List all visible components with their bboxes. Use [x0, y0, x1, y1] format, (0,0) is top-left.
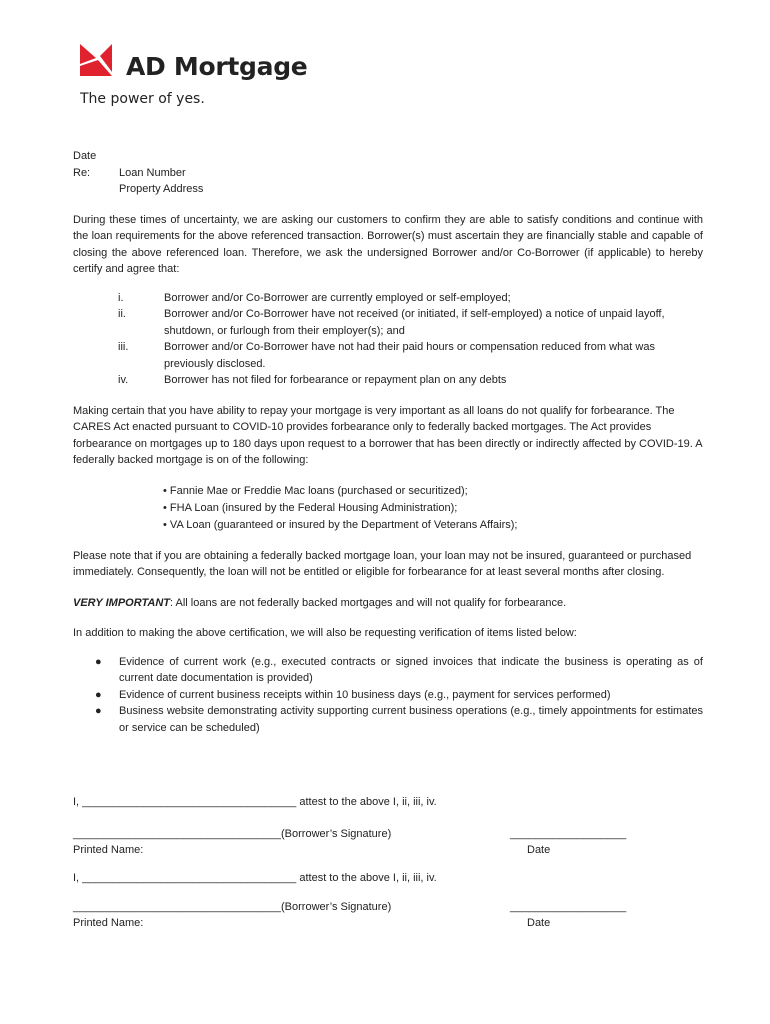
- list-item-text: Borrower and/or Co-Borrower are currently employed or self-employed;: [164, 291, 511, 304]
- list-item-text: Evidence of current work (e.g., executed contracts or signed invoices that indicate the business is operating as of current date documentation is provided): [119, 655, 703, 684]
- list-item: • FHA Loan (insured by the Federal Housing Administration);: [163, 500, 703, 517]
- borrower-signature-field[interactable]: __________________________________(Borrower’s Signature): [73, 901, 392, 913]
- certification-list: [73, 290, 703, 389]
- date-label: Date: [73, 150, 97, 162]
- loan-number-label: Loan Number: [119, 166, 186, 179]
- verification-intro: In addition to making the above certification, we will also be requesting verification of items listed below:: [73, 627, 577, 639]
- bullet-icon: ●: [95, 688, 102, 701]
- list-item: [73, 372, 703, 389]
- printed-name-label: Printed Name:: [73, 917, 144, 929]
- list-item: [73, 703, 703, 736]
- letter-body: [73, 148, 703, 750]
- very-important-paragraph: [73, 595, 703, 612]
- list-item: • VA Loan (guaranteed or insured by the Department of Veterans Affairs);: [163, 517, 703, 534]
- intro-paragraph: During these times of uncertainty, we are asking our customers to confirm they are able to satisfy conditions and continue with the loan requirements for the above referenced transaction. Borrower(s) must ascertain they are financially stable and capable of closing the above referenced loan. Therefore, we ask the undersigned Borrower and/or Co-Borrower (if applicable) to hereby certify and agree that:: [73, 213, 703, 275]
- list-item-text: Borrower has not filed for forbearance or repayment plan on any debts: [164, 374, 507, 386]
- printed-name-row: [73, 842, 703, 858]
- list-item-text: Evidence of current business receipts within 10 business days (e.g., payment for services performed): [119, 688, 611, 701]
- list-item: • Fannie Mae or Freddie Mac loans (purchased or securitized);: [163, 483, 703, 500]
- property-address-label: Property Address: [119, 183, 204, 195]
- list-item-text: Borrower and/or Co-Borrower have not had their paid hours or compensation reduced from what was previously disclosed.: [164, 341, 655, 370]
- very-important-label: VERY IMPORTANT: [73, 596, 170, 609]
- signature-block-1: [73, 794, 703, 858]
- verification-list: [73, 654, 703, 737]
- list-item: [73, 290, 703, 307]
- signature-line-row: [73, 899, 703, 915]
- signature-line-row: [73, 826, 703, 842]
- bullet-icon: ●: [95, 705, 102, 717]
- printed-name-row: [73, 915, 703, 931]
- list-item-text: Business website demonstrating activity supporting current business operations (e.g., timely appointments for estimates or service can be scheduled): [119, 705, 703, 734]
- list-item: [73, 687, 703, 704]
- very-important-text: : All loans are not federally backed mortgages and will not qualify for forbearance.: [169, 596, 567, 609]
- attest-line[interactable]: I, ___________________________________ attest to the above I, ii, iii, iv.: [73, 796, 437, 808]
- attest-line[interactable]: I, ___________________________________ attest to the above I, ii, iii, iv.: [73, 872, 437, 884]
- list-item: [73, 306, 703, 339]
- list-item-number: iv.: [118, 374, 129, 386]
- date-field[interactable]: ___________________: [510, 828, 627, 840]
- date-field[interactable]: ___________________: [510, 901, 627, 913]
- cares-act-paragraph: Making certain that you have ability to repay your mortgage is very important as all loans do not qualify for forbearance. The CARES Act enacted pursuant to COVID-10 provides forbearance only to federally backed mortgages. The Act provides forbearance on mortgages up to 180 days upon request to a borrower that has been directly or indirectly affected by COVID-19. A federally backed mortgage is on of the following:: [73, 404, 702, 466]
- re-label: Re:: [73, 166, 91, 179]
- list-item-number: i.: [118, 291, 124, 304]
- list-item: [73, 339, 703, 372]
- printed-name-label: Printed Name:: [73, 844, 144, 856]
- backed-mortgage-types-list: [163, 483, 703, 534]
- list-item-number: iii.: [118, 341, 129, 353]
- brand-name: AD Mortgage: [126, 52, 308, 81]
- list-item-number: ii.: [118, 308, 126, 320]
- signature-block-2: [73, 870, 703, 931]
- date-caption: Date: [527, 917, 551, 929]
- list-item-text: Borrower and/or Co-Borrower have not received (or initiated, if self-employed) a notice of unpaid layoff, shutdown, or furlough from their employer(s); and: [164, 308, 665, 337]
- ad-mortgage-logo-icon: [80, 44, 112, 76]
- re-block: [73, 165, 703, 198]
- borrower-signature-field[interactable]: __________________________________(Borrower’s Signature): [73, 828, 392, 840]
- brand-tagline: The power of yes.: [80, 91, 205, 107]
- note-paragraph: Please note that if you are obtaining a federally backed mortgage loan, your loan may not be insured, guaranteed or purchased immediately. Consequently, the loan will not be entitled or eligible for forbearance for at least several months after closing.: [73, 549, 692, 578]
- list-item: [73, 654, 703, 687]
- date-caption: Date: [527, 844, 551, 856]
- bullet-icon: ●: [95, 655, 102, 668]
